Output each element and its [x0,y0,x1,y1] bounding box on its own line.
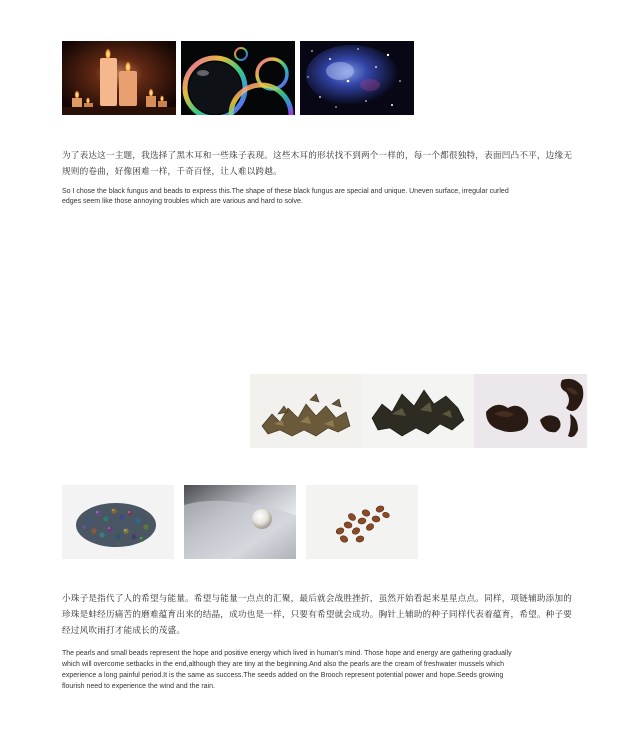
soap-bubbles-photo [181,41,295,115]
beads-text-en-line-2: which will overcome setbacks in the end,although they are tiny at the beginning.And also the pearls are the cream of freshwater mussels which [62,661,505,668]
pearl-in-shell-photo [184,485,296,559]
intro-text-zh-line-1: 为了表达这一主题，我选择了黑木耳和一些珠子表现。这些木耳的形状找不到两个一样的，每一个都很独特，表面凹凸不平，边缘无 [62,151,573,161]
dark-fungus-photo [362,374,474,448]
intro-text-en-line-1: So I chose the black fungus and beads to express this.The shape of these black fungus are special and unique. Uneven surface, irregular curled [62,188,509,195]
seeds-photo [306,485,418,559]
beads-text-zh-line-3: 经过风吹雨打才能成长的茂盛。 [62,626,186,636]
iridescent-beads-photo [62,485,174,559]
beads-text-zh-line-2: 珍珠是蚌经历痛苦的磨难蕴育出来的结晶，成功也是一样，只要有希望就会成功。胸针上辅助的种子同样代表着蕴育，希望。种子要 [62,610,573,620]
soaked-fungus-photo [474,374,587,448]
intro-text-zh-line-2: 规则的卷曲，好像困难一样，千奇百怪，让人难以跨越。 [62,167,282,177]
candles-photo [62,41,176,115]
starfield-galaxy-photo [300,41,414,115]
beads-text-en-line-4: flourish need to experience the wind and the rain. [62,683,215,690]
beads-text-zh-line-1: 小珠子是指代了人的希望与能量。希望与能量一点点的汇聚，最后就会战胜挫折，虽然开始看起来星星点点。同样，项链辅助添加的 [62,594,573,604]
intro-text-en-line-2: edges seem like those annoying troubles which are various and hard to solve. [62,198,303,205]
beads-text-en-line-3: experience a long painful period.It is the same as success.The seeds added on the Brooch represent potential power and hope.Seeds growing [62,672,504,679]
dried-fungus-photo [250,374,362,448]
beads-text-en-line-1: The pearls and small beads represent the hope and positive energy which lived in human’s mind. Those hope and energy are gathering gradually [62,650,512,657]
